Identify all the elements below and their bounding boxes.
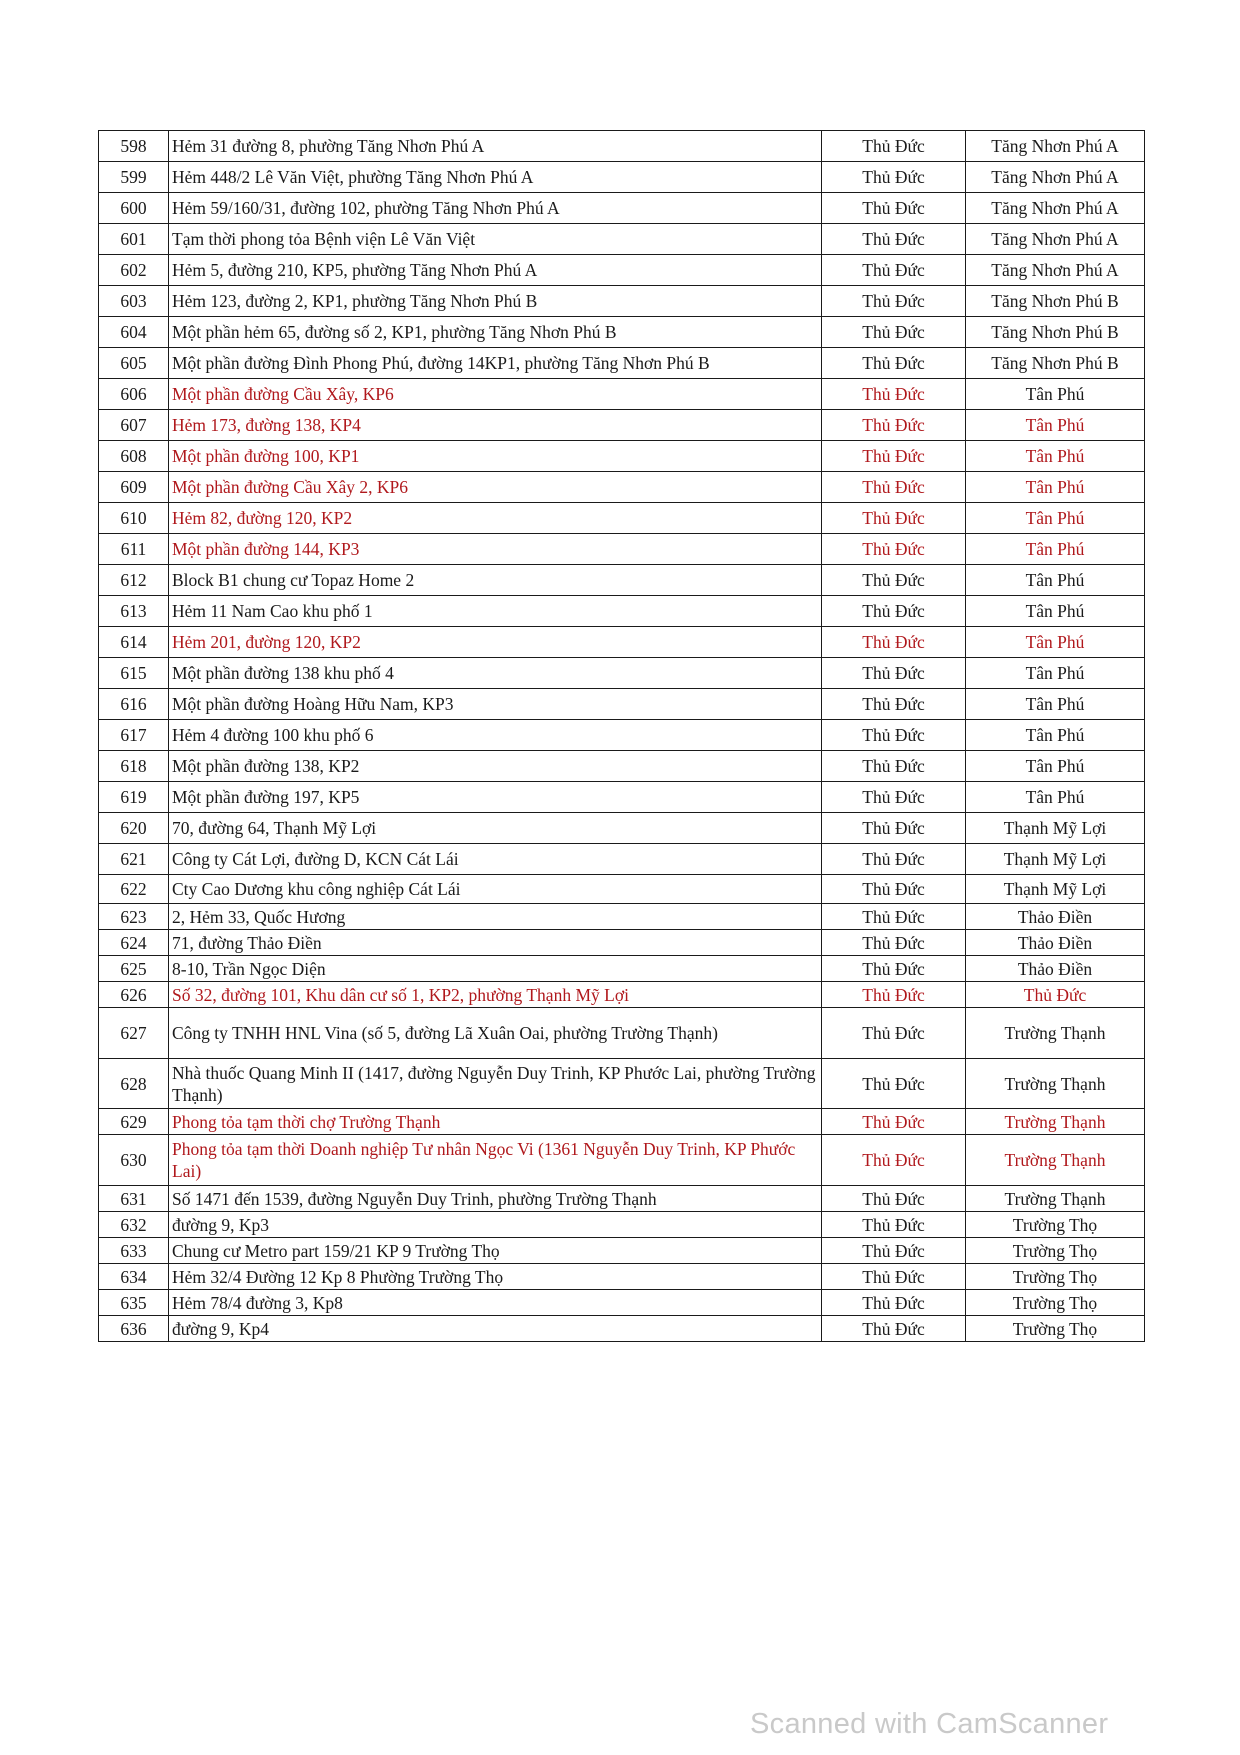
table-row (99, 1316, 1145, 1342)
row-district: Thủ Đức (822, 1059, 966, 1109)
row-district: Thủ Đức (822, 782, 966, 813)
row-number: 606 (99, 379, 169, 410)
table-row (99, 813, 1145, 844)
row-district: Thủ Đức (822, 162, 966, 193)
row-address: Phong tỏa tạm thời Doanh nghiệp Tư nhân Ngọc Vi (1361 Nguyễn Duy Trinh, KP Phước Lai) (169, 1135, 822, 1186)
row-number: 624 (99, 930, 169, 956)
row-number: 621 (99, 844, 169, 875)
row-ward: Tân Phú (966, 534, 1145, 565)
row-ward: Tân Phú (966, 720, 1145, 751)
row-number: 628 (99, 1059, 169, 1109)
row-number: 611 (99, 534, 169, 565)
table-row (99, 1238, 1145, 1264)
row-address: Số 1471 đến 1539, đường Nguyễn Duy Trinh, phường Trường Thạnh (169, 1186, 822, 1212)
row-address: 71, đường Thảo Điền (169, 930, 822, 956)
row-district: Thủ Đức (822, 904, 966, 930)
row-district: Thủ Đức (822, 720, 966, 751)
row-ward: Thạnh Mỹ Lợi (966, 875, 1145, 904)
row-ward: Thảo Điền (966, 930, 1145, 956)
row-district: Thủ Đức (822, 286, 966, 317)
row-address: đường 9, Kp4 (169, 1316, 822, 1342)
row-address: 2, Hẻm 33, Quốc Hương (169, 904, 822, 930)
row-district: Thủ Đức (822, 503, 966, 534)
row-ward: Tân Phú (966, 503, 1145, 534)
row-address: Một phần đường Hoàng Hữu Nam, KP3 (169, 689, 822, 720)
table-row (99, 1186, 1145, 1212)
row-address: 8-10, Trần Ngọc Diện (169, 956, 822, 982)
row-ward: Thảo Điền (966, 956, 1145, 982)
row-number: 599 (99, 162, 169, 193)
row-number: 617 (99, 720, 169, 751)
row-district: Thủ Đức (822, 627, 966, 658)
row-ward: Trường Thọ (966, 1316, 1145, 1342)
row-address: Hẻm 5, đường 210, KP5, phường Tăng Nhơn Phú A (169, 255, 822, 286)
row-number: 604 (99, 317, 169, 348)
row-district: Thủ Đức (822, 1316, 966, 1342)
table-row (99, 956, 1145, 982)
row-ward: Trường Thạnh (966, 1186, 1145, 1212)
row-ward: Tân Phú (966, 472, 1145, 503)
table-row (99, 875, 1145, 904)
row-district: Thủ Đức (822, 255, 966, 286)
table-body (99, 131, 1145, 1342)
table-row (99, 286, 1145, 317)
row-district: Thủ Đức (822, 1212, 966, 1238)
row-address: Hẻm 123, đường 2, KP1, phường Tăng Nhơn Phú B (169, 286, 822, 317)
row-number: 626 (99, 982, 169, 1008)
row-address: Block B1 chung cư Topaz Home 2 (169, 565, 822, 596)
row-district: Thủ Đức (822, 317, 966, 348)
row-number: 625 (99, 956, 169, 982)
table-row (99, 565, 1145, 596)
row-number: 618 (99, 751, 169, 782)
row-address: Chung cư Metro part 159/21 KP 9 Trường Thọ (169, 1238, 822, 1264)
table-row (99, 596, 1145, 627)
row-ward: Tân Phú (966, 379, 1145, 410)
row-address: Hẻm 82, đường 120, KP2 (169, 503, 822, 534)
table-row (99, 930, 1145, 956)
row-number: 627 (99, 1008, 169, 1059)
table-row (99, 162, 1145, 193)
table-row (99, 720, 1145, 751)
row-number: 636 (99, 1316, 169, 1342)
row-ward: Trường Thạnh (966, 1135, 1145, 1186)
row-ward: Tân Phú (966, 627, 1145, 658)
row-address: Hẻm 201, đường 120, KP2 (169, 627, 822, 658)
row-number: 601 (99, 224, 169, 255)
row-district: Thủ Đức (822, 379, 966, 410)
row-number: 610 (99, 503, 169, 534)
row-ward: Thủ Đức (966, 982, 1145, 1008)
row-number: 602 (99, 255, 169, 286)
row-ward: Tăng Nhơn Phú B (966, 317, 1145, 348)
row-district: Thủ Đức (822, 751, 966, 782)
row-address: Tạm thời phong tỏa Bệnh viện Lê Văn Việt (169, 224, 822, 255)
row-district: Thủ Đức (822, 224, 966, 255)
row-ward: Tân Phú (966, 565, 1145, 596)
row-ward: Trường Thọ (966, 1264, 1145, 1290)
table-row (99, 1059, 1145, 1109)
row-ward: Tân Phú (966, 441, 1145, 472)
row-district: Thủ Đức (822, 1238, 966, 1264)
table-row (99, 348, 1145, 379)
row-address: Một phần hẻm 65, đường số 2, KP1, phường Tăng Nhơn Phú B (169, 317, 822, 348)
row-number: 600 (99, 193, 169, 224)
row-ward: Tân Phú (966, 751, 1145, 782)
row-district: Thủ Đức (822, 658, 966, 689)
row-number: 623 (99, 904, 169, 930)
row-address: Hẻm 31 đường 8, phường Tăng Nhơn Phú A (169, 131, 822, 162)
row-ward: Tân Phú (966, 410, 1145, 441)
table-row (99, 844, 1145, 875)
row-district: Thủ Đức (822, 193, 966, 224)
table-row (99, 1135, 1145, 1186)
row-number: 622 (99, 875, 169, 904)
row-number: 630 (99, 1135, 169, 1186)
table-row (99, 317, 1145, 348)
table-row (99, 255, 1145, 286)
row-ward: Tân Phú (966, 689, 1145, 720)
row-number: 616 (99, 689, 169, 720)
row-address: Hẻm 11 Nam Cao khu phố 1 (169, 596, 822, 627)
table-row (99, 1290, 1145, 1316)
row-number: 620 (99, 813, 169, 844)
camscanner-watermark: Scanned with CamScanner (750, 1708, 1109, 1740)
row-address: Một phần đường Cầu Xây, KP6 (169, 379, 822, 410)
row-district: Thủ Đức (822, 930, 966, 956)
row-district: Thủ Đức (822, 131, 966, 162)
row-address: Một phần đường Cầu Xây 2, KP6 (169, 472, 822, 503)
table-row (99, 689, 1145, 720)
row-address: Hẻm 78/4 đường 3, Kp8 (169, 1290, 822, 1316)
row-address: Cty Cao Dương khu công nghiệp Cát Lái (169, 875, 822, 904)
row-number: 619 (99, 782, 169, 813)
row-address: Hẻm 4 đường 100 khu phố 6 (169, 720, 822, 751)
row-address: Một phần đường Đình Phong Phú, đường 14KP1, phường Tăng Nhơn Phú B (169, 348, 822, 379)
row-number: 608 (99, 441, 169, 472)
row-ward: Thạnh Mỹ Lợi (966, 813, 1145, 844)
row-address: Một phần đường 138, KP2 (169, 751, 822, 782)
table-row (99, 503, 1145, 534)
row-ward: Thạnh Mỹ Lợi (966, 844, 1145, 875)
row-address: đường 9, Kp3 (169, 1212, 822, 1238)
row-ward: Thảo Điền (966, 904, 1145, 930)
row-district: Thủ Đức (822, 441, 966, 472)
row-number: 629 (99, 1109, 169, 1135)
row-ward: Trường Thạnh (966, 1008, 1145, 1059)
table-row (99, 131, 1145, 162)
row-address: Hẻm 173, đường 138, KP4 (169, 410, 822, 441)
row-address: Công ty TNHH HNL Vina (số 5, đường Lã Xuân Oai, phường Trường Thạnh) (169, 1008, 822, 1059)
row-address: Số 32, đường 101, Khu dân cư số 1, KP2, phường Thạnh Mỹ Lợi (169, 982, 822, 1008)
table-row (99, 441, 1145, 472)
row-number: 634 (99, 1264, 169, 1290)
row-number: 631 (99, 1186, 169, 1212)
row-address: Một phần đường 197, KP5 (169, 782, 822, 813)
table-row (99, 193, 1145, 224)
row-number: 635 (99, 1290, 169, 1316)
row-number: 632 (99, 1212, 169, 1238)
row-number: 605 (99, 348, 169, 379)
row-district: Thủ Đức (822, 565, 966, 596)
row-address: Một phần đường 138 khu phố 4 (169, 658, 822, 689)
row-ward: Trường Thọ (966, 1212, 1145, 1238)
row-ward: Tăng Nhơn Phú A (966, 224, 1145, 255)
row-number: 612 (99, 565, 169, 596)
table-row (99, 534, 1145, 565)
table-row (99, 379, 1145, 410)
row-number: 598 (99, 131, 169, 162)
row-district: Thủ Đức (822, 689, 966, 720)
row-ward: Tăng Nhơn Phú B (966, 286, 1145, 317)
row-district: Thủ Đức (822, 1290, 966, 1316)
table-row (99, 410, 1145, 441)
row-ward: Tăng Nhơn Phú A (966, 131, 1145, 162)
row-district: Thủ Đức (822, 410, 966, 441)
row-ward: Tăng Nhơn Phú B (966, 348, 1145, 379)
row-address: Nhà thuốc Quang Minh II (1417, đường Nguyễn Duy Trinh, KP Phước Lai, phường Trường Thạnh) (169, 1059, 822, 1109)
row-number: 633 (99, 1238, 169, 1264)
row-district: Thủ Đức (822, 534, 966, 565)
table-row (99, 1264, 1145, 1290)
row-number: 603 (99, 286, 169, 317)
row-number: 613 (99, 596, 169, 627)
row-ward: Tân Phú (966, 658, 1145, 689)
row-district: Thủ Đức (822, 875, 966, 904)
row-district: Thủ Đức (822, 813, 966, 844)
table-row (99, 751, 1145, 782)
row-ward: Tân Phú (966, 596, 1145, 627)
row-number: 607 (99, 410, 169, 441)
row-district: Thủ Đức (822, 348, 966, 379)
table-row (99, 224, 1145, 255)
row-district: Thủ Đức (822, 844, 966, 875)
row-ward: Trường Thọ (966, 1290, 1145, 1316)
row-district: Thủ Đức (822, 1008, 966, 1059)
table-row (99, 1212, 1145, 1238)
row-address: Công ty Cát Lợi, đường D, KCN Cát Lái (169, 844, 822, 875)
row-district: Thủ Đức (822, 982, 966, 1008)
row-district: Thủ Đức (822, 1135, 966, 1186)
table-row (99, 472, 1145, 503)
row-ward: Tăng Nhơn Phú A (966, 193, 1145, 224)
row-ward: Trường Thạnh (966, 1059, 1145, 1109)
row-district: Thủ Đức (822, 1264, 966, 1290)
row-district: Thủ Đức (822, 1109, 966, 1135)
row-district: Thủ Đức (822, 1186, 966, 1212)
row-district: Thủ Đức (822, 956, 966, 982)
row-ward: Tăng Nhơn Phú A (966, 255, 1145, 286)
row-number: 614 (99, 627, 169, 658)
row-ward: Trường Thạnh (966, 1109, 1145, 1135)
row-district: Thủ Đức (822, 472, 966, 503)
table-row (99, 1008, 1145, 1059)
row-ward: Tăng Nhơn Phú A (966, 162, 1145, 193)
row-address: Phong tỏa tạm thời chợ Trường Thạnh (169, 1109, 822, 1135)
row-ward: Trường Thọ (966, 1238, 1145, 1264)
row-address: Một phần đường 100, KP1 (169, 441, 822, 472)
row-number: 609 (99, 472, 169, 503)
table-row (99, 782, 1145, 813)
table-row (99, 627, 1145, 658)
row-ward: Tân Phú (966, 782, 1145, 813)
table-row (99, 982, 1145, 1008)
row-address: Hẻm 448/2 Lê Văn Việt, phường Tăng Nhơn Phú A (169, 162, 822, 193)
row-address: Hẻm 59/160/31, đường 102, phường Tăng Nhơn Phú A (169, 193, 822, 224)
row-district: Thủ Đức (822, 596, 966, 627)
table-row (99, 658, 1145, 689)
row-address: Hẻm 32/4 Đường 12 Kp 8 Phường Trường Thọ (169, 1264, 822, 1290)
table-row (99, 1109, 1145, 1135)
table-row (99, 904, 1145, 930)
row-address: 70, đường 64, Thạnh Mỹ Lợi (169, 813, 822, 844)
row-address: Một phần đường 144, KP3 (169, 534, 822, 565)
row-number: 615 (99, 658, 169, 689)
lockdown-list-table (98, 130, 1145, 1342)
